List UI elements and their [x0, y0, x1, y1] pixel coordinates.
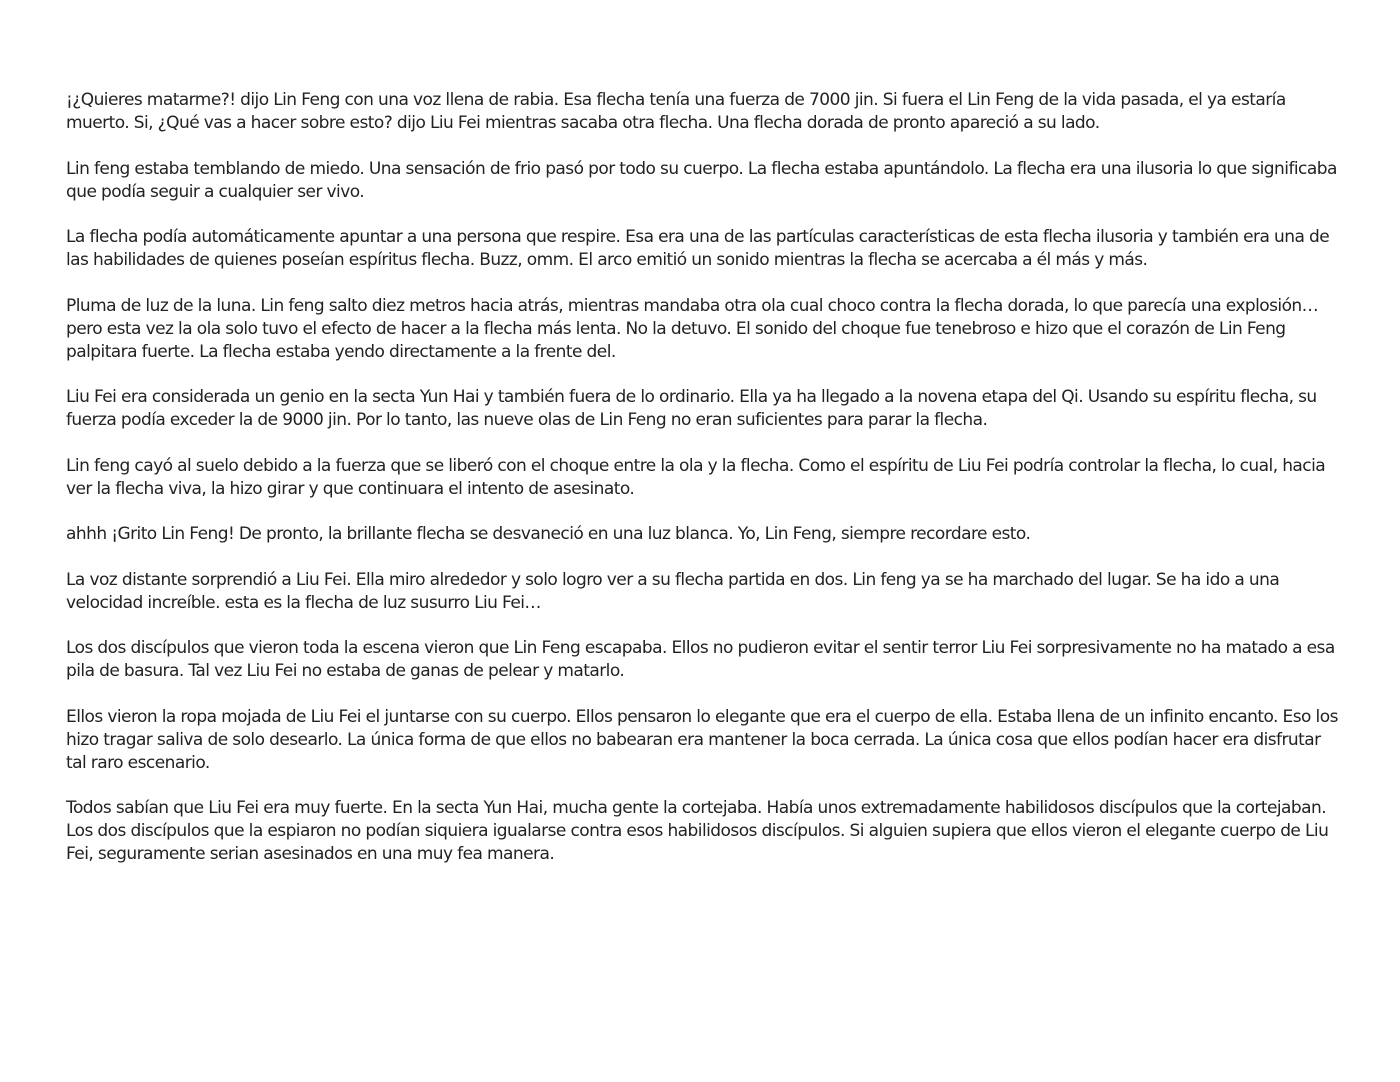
- paragraph-8: La voz distante sorprendió a Liu Fei. Ella miro alrededor y solo logro ver a su flecha partida en dos. Lin feng ya se ha marchado del lugar. Se ha ido a una velocidad increíble. esta es la flecha de luz susurro Liu Fei…: [66, 569, 1280, 613]
- paragraph-11: Todos sabían que Liu Fei era muy fuerte. En la secta Yun Hai, mucha gente la cortejaba. Había unos extremadamente habilidosos discípulos que la cortejaban. Los dos discípulos que la espiaron no podían siquiera igualarse contra esos habilidosos discípulos. Si alguien supiera que ellos vieron el elegante cuerpo de Liu Fei, seguramente serian asesinados en una muy fea manera.: [66, 798, 1329, 864]
- paragraph-10: Ellos vieron la ropa mojada de Liu Fei el juntarse con su cuerpo. Ellos pensaron lo elegante que era el cuerpo de ella. Estaba llena de un infinito encanto. Eso los hizo tragar saliva de solo desearlo. La única forma de que ellos no babearan era mantener la boca cerrada. La única cosa que ellos podían hacer era disfrutar tal raro escenario.: [66, 706, 1338, 773]
- paragraph-2: Lin feng estaba temblando de miedo. Una sensación de frio pasó por todo su cuerpo. La flecha estaba apuntándolo. La flecha era una ilusoria lo que significaba que podía seguir a cualquier ser vivo.: [66, 158, 1337, 202]
- paragraph-5: Liu Fei era considerada un genio en la secta Yun Hai y también fuera de lo ordinario. Ella ya ha llegado a la novena etapa del Qi. Usando su espíritu flecha, su fuerza podía exceder la de 9000 jin. Por lo tanto, las nueve olas de Lin Feng no eran suficientes para parar la flecha.: [66, 387, 1317, 430]
- paragraph-9: Los dos discípulos que vieron toda la escena vieron que Lin Feng escapaba. Ellos no pudieron evitar el sentir terror Liu Fei sorpresivamente no ha matado a esa pila de basura. Tal vez Liu Fei no estaba de ganas de pelear y matarlo.: [66, 638, 1335, 681]
- paragraph-3: La flecha podía automáticamente apuntar a una persona que respire. Esa era una de las partículas características de esta flecha ilusoria y también era una de las habilidades de quienes poseían espíritus flecha. Buzz, omm. El arco emitió un sonido mientras la flecha se acercaba a él más y más.: [66, 227, 1330, 270]
- paragraph-6: Lin feng cayó al suelo debido a la fuerza que se liberó con el choque entre la ola y la flecha. Como el espíritu de Liu Fei podría controlar la flecha, lo cual, hacia ver la flecha viva, la hizo girar y que continuara el intento de asesinato.: [66, 455, 1326, 499]
- paragraph-4: Pluma de luz de la luna. Lin feng salto diez metros hacia atrás, mientras mandaba otra ola cual choco contra la flecha dorada, lo que parecía una explosión… pero esta vez la ola solo tuvo el efecto de hacer a la flecha más lenta. No la detuvo. El sonido del choque fue tenebroso e hizo que el corazón de Lin Feng palpitara fuerte. La flecha estaba yendo directamente a la frente del.: [66, 295, 1319, 362]
- paragraph-1: ¡¿Quieres matarme?! dijo Lin Feng con una voz llena de rabia. Esa flecha tenía una fuerza de 7000 jin. Si fuera el Lin Feng de la vida pasada, el ya estaría muerto. Si, ¿Qué vas a hacer sobre esto? dijo Liu Fei mientras sacaba otra flecha. Una flecha dorada de pronto apareció a su lado.: [66, 90, 1286, 133]
- paragraph-7: ahhh ¡Grito Lin Feng! De pronto, la brillante flecha se desvaneció en una luz blanca. Yo, Lin Feng, siempre recordare esto.: [66, 524, 1031, 544]
- document-page: [66, 89, 1338, 889]
